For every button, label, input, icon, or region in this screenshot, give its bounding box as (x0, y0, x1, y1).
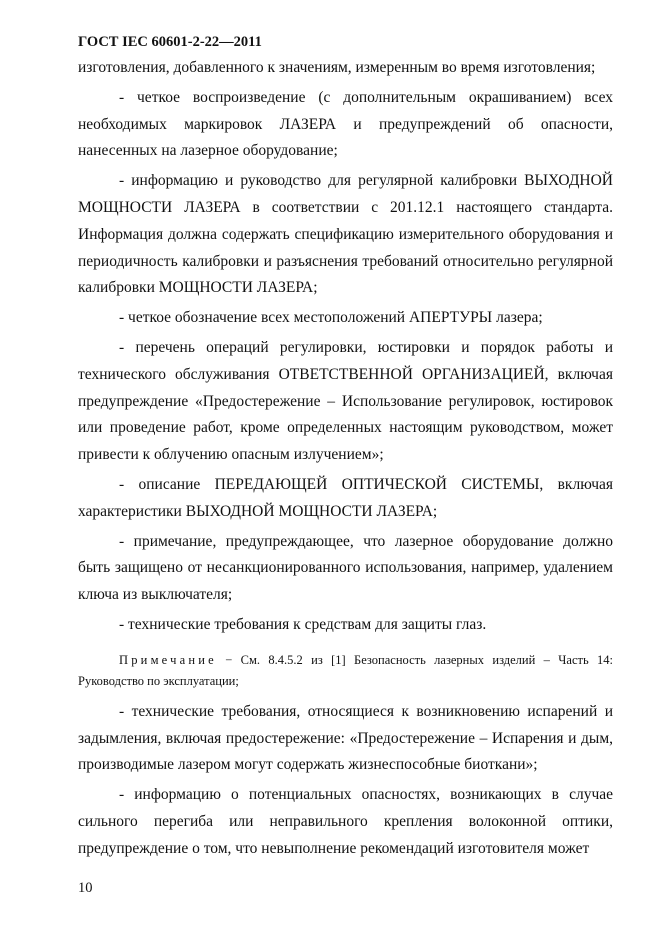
document-page (78, 32, 613, 863)
list-item-aperture: - четкое обозначение всех местоположений АПЕРТУРЫ лазера; (119, 309, 543, 327)
list-item-adjustments: - перечень операций регулировки, юстировки и порядок работы и технического обслуживания ОТВЕТСТВЕННОЙ ОРГАНИЗАЦИЕЙ, включая предупреждение «Предостережение – Использование регулировок, юстировок или проведение работ, кроме определенных настоящим руководством, может привести к облучению опасным излучением»; (78, 338, 613, 464)
note-label: Примечание (119, 652, 217, 667)
list-item-calibration: - информацию и руководство для регулярной калибровки ВЫХОДНОЙ МОЩНОСТИ ЛАЗЕРА в соответствии с 201.12.1 настоящего стандарта. Информация должна содержать спецификацию измерительного оборудования и периодичность калибровки и разъяснения требований относительно регулярной калибровки МОЩНОСТИ ЛАЗЕРА; (78, 172, 613, 297)
list-item-unauthorized-use: - примечание, предупреждающее, что лазерное оборудование должно быть защищено от несанкционированного использования, например, удалением ключа из выключателя; (78, 532, 613, 604)
note-text: − См. 8.4.5.2 из [1] Безопасность лазерных изделий – Часть 14: Руководство по эксплуатации; (78, 652, 613, 688)
page-number: 10 (78, 880, 93, 896)
note-paragraph (78, 650, 613, 692)
list-item-eye-protection: - технические требования к средствам для защиты глаз. (119, 615, 487, 633)
document-header: ГОСТ IEC 60601-2-22—2011 (78, 34, 262, 50)
list-item-fiber-optics: - информацию о потенциальных опасностях, возникающих в случае сильного перегиба или неправильного крепления волоконной оптики, предупреждение о том, что невыполнение рекомендаций изготовителя может (78, 786, 613, 857)
list-item-smoke: - технические требования, относящиеся к возникновению испарений и задымления, включая предостережение: «Предостережение – Испарения и дым, производимые лазером могут содержать жизнеспособные биоткани»; (78, 702, 613, 774)
list-item-delivery-system: - описание ПЕРЕДАЮЩЕЙ ОПТИЧЕСКОЙ СИСТЕМЫ, включая характеристики ВЫХОДНОЙ МОЩНОСТИ ЛАЗЕРА; (78, 475, 613, 520)
paragraph-continuation: изготовления, добавленного к значениям, измеренным во время изготовления; (78, 59, 596, 76)
list-item-markings: - четкое воспроизведение (с дополнительным окрашиванием) всех необходимых маркировок ЛАЗЕРА и предупреждений об опасности, нанесенных на лазерное оборудование; (78, 88, 613, 160)
